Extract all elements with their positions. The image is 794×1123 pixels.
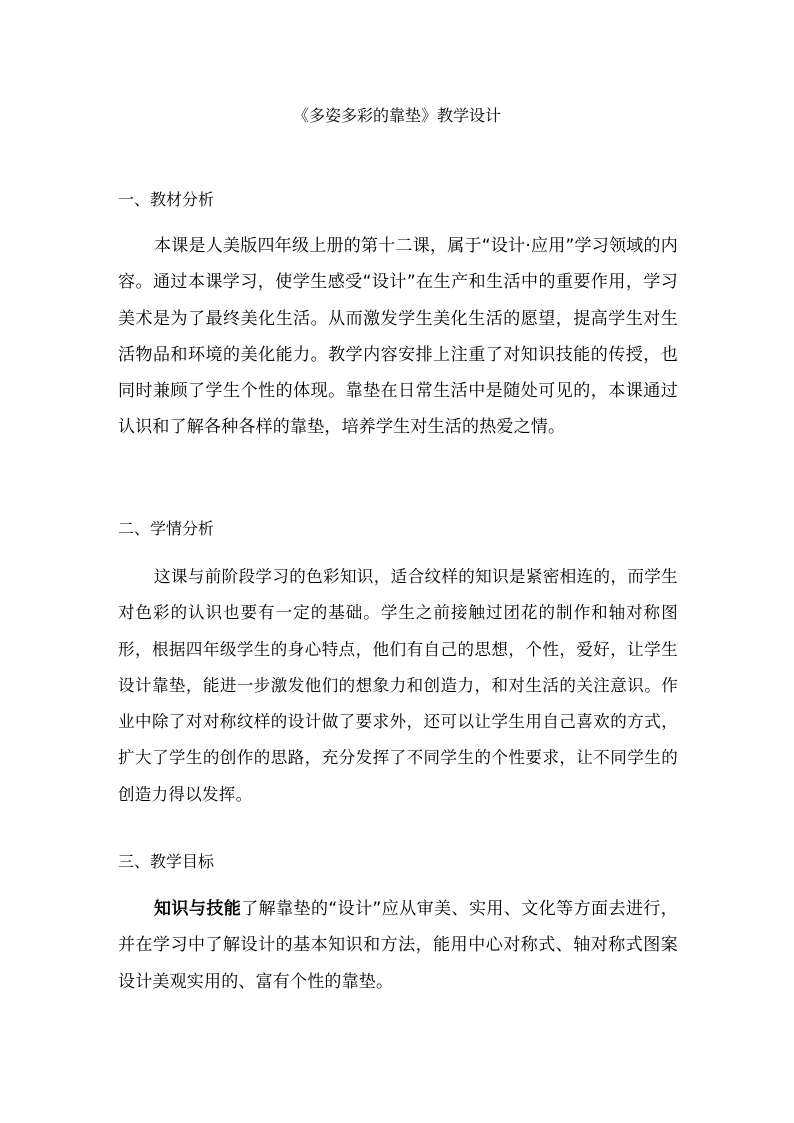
goal-lead-knowledge-skills: 知识与技能 bbox=[154, 899, 242, 919]
goal-text-knowledge-skills: 了解靠垫的“设计”应从审美、实用、文化等方面去进行，并在学习中了解设计的基本知识和方法，能用中心对称式、轴对称式图案设计美观实用的、富有个性的靠垫。 bbox=[118, 899, 678, 992]
section-heading-textbook-analysis: 一、教材分析 bbox=[118, 190, 215, 209]
section-heading-teaching-goals: 三、教学目标 bbox=[118, 852, 215, 871]
section-paragraph-textbook-analysis: 本课是人美版四年级上册的第十二课，属于“设计·应用”学习领域的内容。通过本课学习，使学生感受“设计”在生产和生活中的重要作用，学习美术是为了最终美化生活。从而激发学生美化生活的愿望，提高学生对生活物品和环境的美化能力。教学内容安排上注重了对知识技能的传授，也同时兼顾了学生个性的体现。靠垫在日常生活中是随处可见的，本课通过认识和了解各种各样的靠垫，培养学生对生活的热爱之情。 bbox=[118, 236, 678, 438]
section-heading-learner-analysis: 二、学情分析 bbox=[118, 519, 215, 538]
section-paragraph-teaching-goals bbox=[118, 891, 678, 1000]
document-title: 《多姿多彩的靠垫》教学设计 bbox=[292, 106, 501, 125]
section-paragraph-learner-analysis: 这课与前阶段学习的色彩知识，适合纹样的知识是紧密相连的，而学生对色彩的认识也要有一定的基础。学生之前接触过团花的制作和轴对称图形，根据四年级学生的身心特点，他们有自己的思想，个性，爱好，让学生设计靠垫，能进一步激发他们的想象力和创造力，和对生活的关注意识。作业中除了对对称纹样的设计做了要求外，还可以让学生用自己喜欢的方式，扩大了学生的创作的思路，充分发挥了不同学生的个性要求，让不同学生的创造力得以发挥。 bbox=[118, 567, 678, 804]
